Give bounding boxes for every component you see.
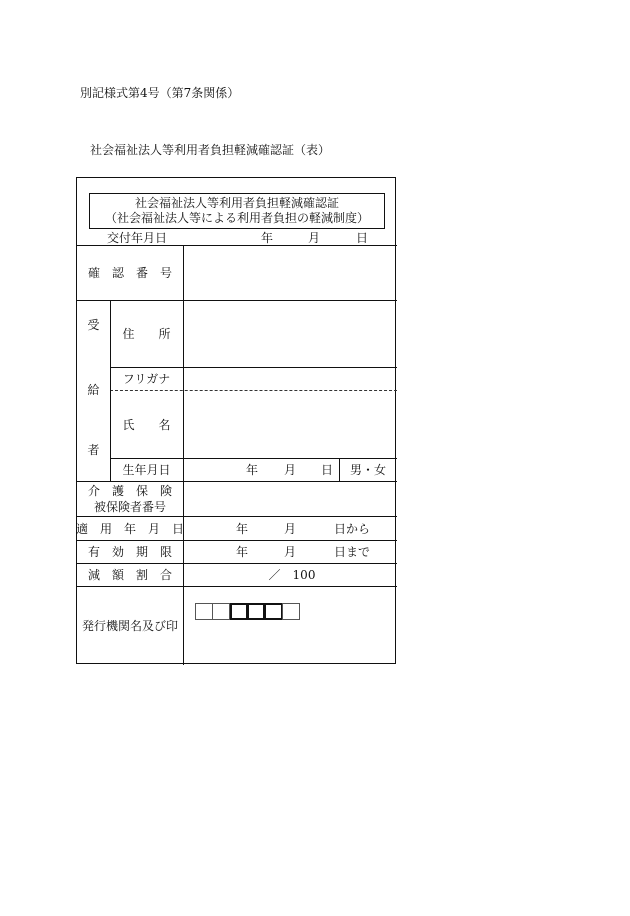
birthdate-day-unit: 日 bbox=[320, 463, 333, 477]
issue-date-label: 交付年月日 bbox=[107, 230, 168, 245]
applicable-date-year-unit: 年 bbox=[235, 521, 248, 536]
card-header-box bbox=[89, 193, 385, 229]
insured-number-label-line1: 介 護 保 険 bbox=[87, 483, 172, 498]
insured-number-label-line2: 被保険者番号 bbox=[93, 499, 166, 514]
issue-date-year-unit: 年 bbox=[260, 230, 273, 245]
recipient-label-char-2: 給 bbox=[87, 382, 100, 397]
birthdate-label: 生年月日 bbox=[122, 463, 171, 477]
validity-suffix: 日まで bbox=[333, 545, 370, 559]
reduction-rate-label: 減 額 割 合 bbox=[87, 568, 172, 582]
issuer-label: 発行機関名及び印 bbox=[81, 619, 178, 633]
birthdate-year-unit: 年 bbox=[245, 463, 258, 477]
reduction-certificate-card bbox=[76, 177, 396, 664]
reduction-rate-value: ／ 100 bbox=[268, 568, 316, 582]
validity-year-unit: 年 bbox=[235, 545, 248, 559]
birthdate-month-unit: 月 bbox=[283, 463, 296, 477]
card-header-subtitle: （社会福祉法人等による利用者負担の軽減制度） bbox=[104, 211, 369, 225]
column-divider bbox=[183, 245, 184, 665]
issuer-number-box bbox=[282, 603, 300, 620]
gender-options: 男・女 bbox=[349, 463, 386, 477]
validity-month-unit: 月 bbox=[283, 545, 296, 559]
recipient-label-char-1: 受 bbox=[87, 317, 100, 332]
applicable-date-suffix: 日から bbox=[333, 521, 370, 536]
card-header-title: 社会福祉法人等利用者負担軽減確認証 bbox=[134, 196, 339, 210]
issuer-number-box bbox=[247, 603, 265, 620]
confirmation-number-label: 確 認 番 号 bbox=[87, 266, 172, 280]
applicable-date-label: 適 用 年 月 日 bbox=[76, 521, 185, 536]
recipient-label-char-3: 者 bbox=[87, 442, 100, 457]
issuer-number-box bbox=[212, 603, 230, 620]
form-number: 別記様式第4号（第7条関係） bbox=[80, 86, 240, 100]
issue-date-day-unit: 日 bbox=[355, 230, 368, 245]
address-label: 住 所 bbox=[122, 327, 171, 341]
validity-label: 有 効 期 限 bbox=[87, 545, 172, 559]
issuer-number-box bbox=[195, 603, 213, 620]
row-divider bbox=[110, 367, 397, 368]
document-title: 社会福祉法人等利用者負担軽減確認証（表） bbox=[90, 143, 331, 157]
name-label: 氏 名 bbox=[122, 418, 171, 432]
issuer-number-box bbox=[230, 603, 248, 620]
issuer-number-box bbox=[264, 603, 283, 620]
issue-date-month-unit: 月 bbox=[307, 230, 320, 245]
furigana-label: フリガナ bbox=[122, 371, 171, 386]
applicable-date-month-unit: 月 bbox=[283, 521, 296, 536]
